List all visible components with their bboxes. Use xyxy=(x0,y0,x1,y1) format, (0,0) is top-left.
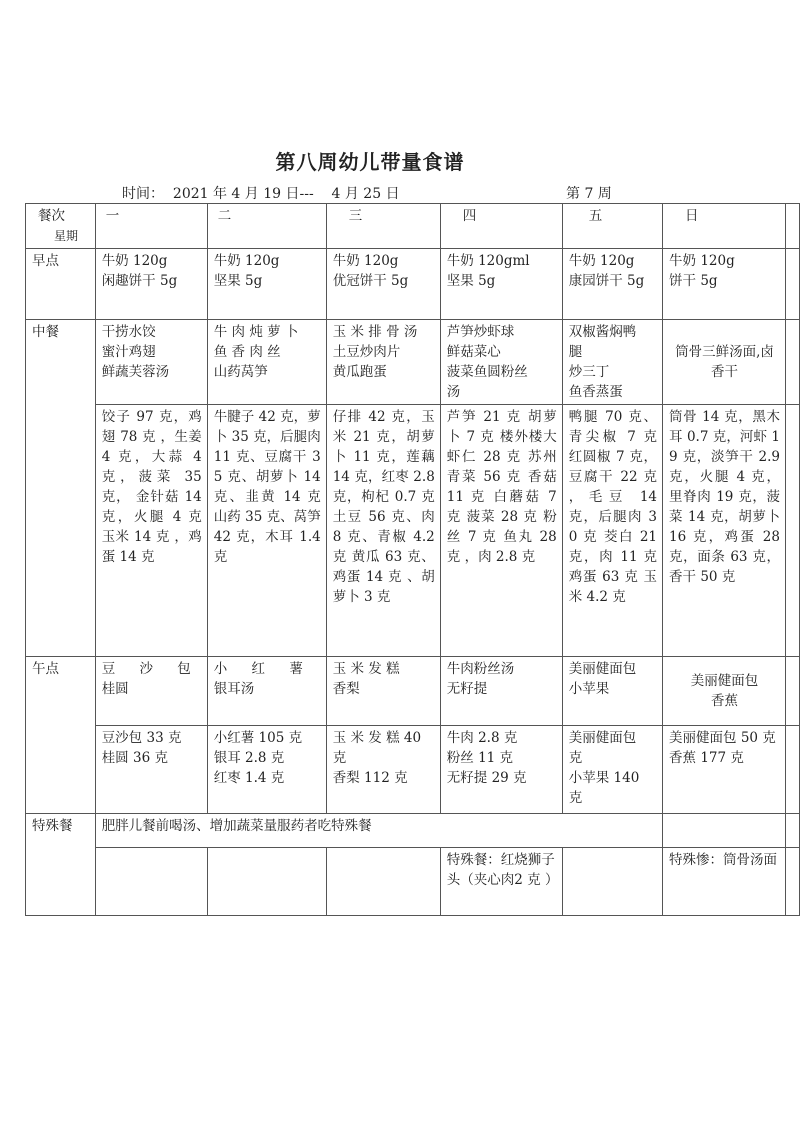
special-empty-cell xyxy=(663,814,786,848)
snack-item-cell: 美丽健面包 香蕉 xyxy=(663,657,786,726)
special-empty-cell xyxy=(207,848,326,916)
row-label-breakfast: 早点 xyxy=(26,249,96,320)
lunch-dish-cell: 芦笋炒虾球 鲜菇菜心 菠菜鱼圆粉丝 汤 xyxy=(440,320,562,405)
day-header-mon: 一 xyxy=(95,204,207,249)
lunch-dish-cell: 干捞水饺 蜜汁鸡翅 鲜蔬芙蓉汤 xyxy=(95,320,207,405)
special-empty-cell xyxy=(326,848,440,916)
lunch-dish-cell: 筒骨三鲜汤面,卤香干 xyxy=(663,320,786,405)
edge-cell xyxy=(785,204,799,249)
day-header-wed: 三 xyxy=(326,204,440,249)
week-number: 第 7 周 xyxy=(566,186,612,202)
meal-header: 餐次 xyxy=(38,208,65,224)
edge-cell xyxy=(785,249,799,320)
lunch-amount-cell: 饺子 97 克，鸡翅 78 克 ，生姜 4 克，大蒜 4 克，菠菜 35 克， 金针菇 14 克，火腿 4 克 玉米 14 克 ，鸡蛋 14 克 xyxy=(95,405,207,657)
lunch-amount-cell: 牛腱子 42 克，萝卜 35 克，后腿肉 11 克、豆腐干 35 克、胡萝卜 14 克、韭黄 14 克 山药 35 克、莴笋 42 克，木耳 1.4 克 xyxy=(207,405,326,657)
lunch-dish-cell: 玉 米 排 骨 汤 土豆炒肉片 黄瓜跑蛋 xyxy=(326,320,440,405)
breakfast-row xyxy=(26,249,800,320)
special-detail-row xyxy=(26,848,800,916)
lunch-amount-cell: 仔排 42 克，玉米 21 克，胡萝卜 11 克，莲藕 14 克，红枣 2.8 克，枸杞 0.7 克 土豆 56 克、肉 8 克、青椒 4.2 克 黄瓜 63 克、鸡蛋 14 克 、胡萝卜 3 克 xyxy=(326,405,440,657)
weekday-header: 星期 xyxy=(54,229,79,243)
snack-amounts-row xyxy=(26,726,800,814)
snack-amount-cell: 豆沙包 33 克 桂圆 36 克 xyxy=(95,726,207,814)
breakfast-cell: 牛奶 120g 坚果 5g xyxy=(207,249,326,320)
edge-cell xyxy=(785,320,799,405)
special-empty-cell xyxy=(562,848,662,916)
breakfast-cell: 牛奶 120g 优冠饼干 5g xyxy=(326,249,440,320)
lunch-dishes-row xyxy=(26,320,800,405)
row-label-lunch: 中餐 xyxy=(26,320,96,657)
snack-items-row xyxy=(26,657,800,726)
corner-cell xyxy=(26,204,96,249)
menu-table xyxy=(25,203,800,916)
date-label: 时间： xyxy=(122,186,164,202)
date-value: 2021 年 4 月 19 日--- 4 月 25 日 xyxy=(172,186,400,202)
snack-amount-cell: 玉 米 发 糕 40 克 香梨 112 克 xyxy=(326,726,440,814)
day-header-tue: 二 xyxy=(207,204,326,249)
snack-amount-cell: 牛肉 2.8 克 粉丝 11 克 无籽提 29 克 xyxy=(440,726,562,814)
snack-amount-cell: 小红薯 105 克 银耳 2.8 克 红枣 1.4 克 xyxy=(207,726,326,814)
snack-amount-cell: 美丽健面包 克 小苹果 140 克 xyxy=(562,726,662,814)
lunch-dish-cell: 双椒酱焖鸭 腿 炒三丁 鱼香蒸蛋 xyxy=(562,320,662,405)
day-header-sun: 日 xyxy=(663,204,786,249)
snack-item-cell: 美丽健面包 小苹果 xyxy=(562,657,662,726)
edge-cell xyxy=(785,657,799,726)
row-label-snack: 午点 xyxy=(26,657,96,814)
breakfast-cell: 牛奶 120g 饼干 5g xyxy=(663,249,786,320)
edge-cell xyxy=(785,814,799,848)
edge-cell xyxy=(785,405,799,657)
special-note: 肥胖儿餐前喝汤、增加蔬菜量服药者吃特殊餐 xyxy=(95,814,662,848)
day-header-fri: 五 xyxy=(562,204,662,249)
date-range xyxy=(122,183,400,203)
lunch-amounts-row xyxy=(26,405,800,657)
lunch-amount-cell: 鸭腿 70 克、青尖椒 7 克 红圆椒 7 克，豆腐干 22 克 ，毛豆 14 克，后腿肉 30 克 茭白 21 克，肉 11 克 鸡蛋 63 克 玉米 4.2 克 xyxy=(562,405,662,657)
day-header-thu: 四 xyxy=(440,204,562,249)
snack-amount-cell: 美丽健面包 50 克 香蕉 177 克 xyxy=(663,726,786,814)
row-label-special: 特殊餐 xyxy=(26,814,96,916)
special-note-row xyxy=(26,814,800,848)
special-thursday: 特殊餐：红烧狮子头（夹心肉2 克 ） xyxy=(440,848,562,916)
edge-cell xyxy=(785,726,799,814)
snack-item-cell: 豆 沙 包 桂圆 xyxy=(95,657,207,726)
header-row xyxy=(26,204,800,249)
page-title: 第八周幼儿带量食谱 xyxy=(275,150,465,174)
special-sunday: 特殊惨：筒骨汤面 xyxy=(663,848,786,916)
breakfast-cell: 牛奶 120g 闲趣饼干 5g xyxy=(95,249,207,320)
snack-item-cell: 小 红 薯 银耳汤 xyxy=(207,657,326,726)
snack-item-cell: 玉 米 发 糕 香梨 xyxy=(326,657,440,726)
lunch-amount-cell: 芦笋 21 克 胡萝卜 7 克 楼外楼大虾仁 28 克 苏州青菜 56 克 香菇 11 克 白蘑菇 7 克 菠菜 28 克 粉丝 7 克 鱼丸 28 克 ，肉 2.8 克 xyxy=(440,405,562,657)
snack-item-cell: 牛肉粉丝汤 无籽提 xyxy=(440,657,562,726)
lunch-dish-cell: 牛 肉 炖 萝 卜 鱼 香 肉 丝 山药莴笋 xyxy=(207,320,326,405)
lunch-amount-cell: 筒骨 14 克，黑木耳 0.7 克，河虾 19 克，淡笋干 2.9 克，火腿 4 克，里脊肉 19 克，菠菜 14 克，胡萝卜 16 克，鸡蛋 28 克，面条 63 克， 香干 50 克 xyxy=(663,405,786,657)
breakfast-cell: 牛奶 120gml 坚果 5g xyxy=(440,249,562,320)
breakfast-cell: 牛奶 120g 康园饼干 5g xyxy=(562,249,662,320)
special-empty-cell xyxy=(95,848,207,916)
edge-cell xyxy=(785,848,799,916)
